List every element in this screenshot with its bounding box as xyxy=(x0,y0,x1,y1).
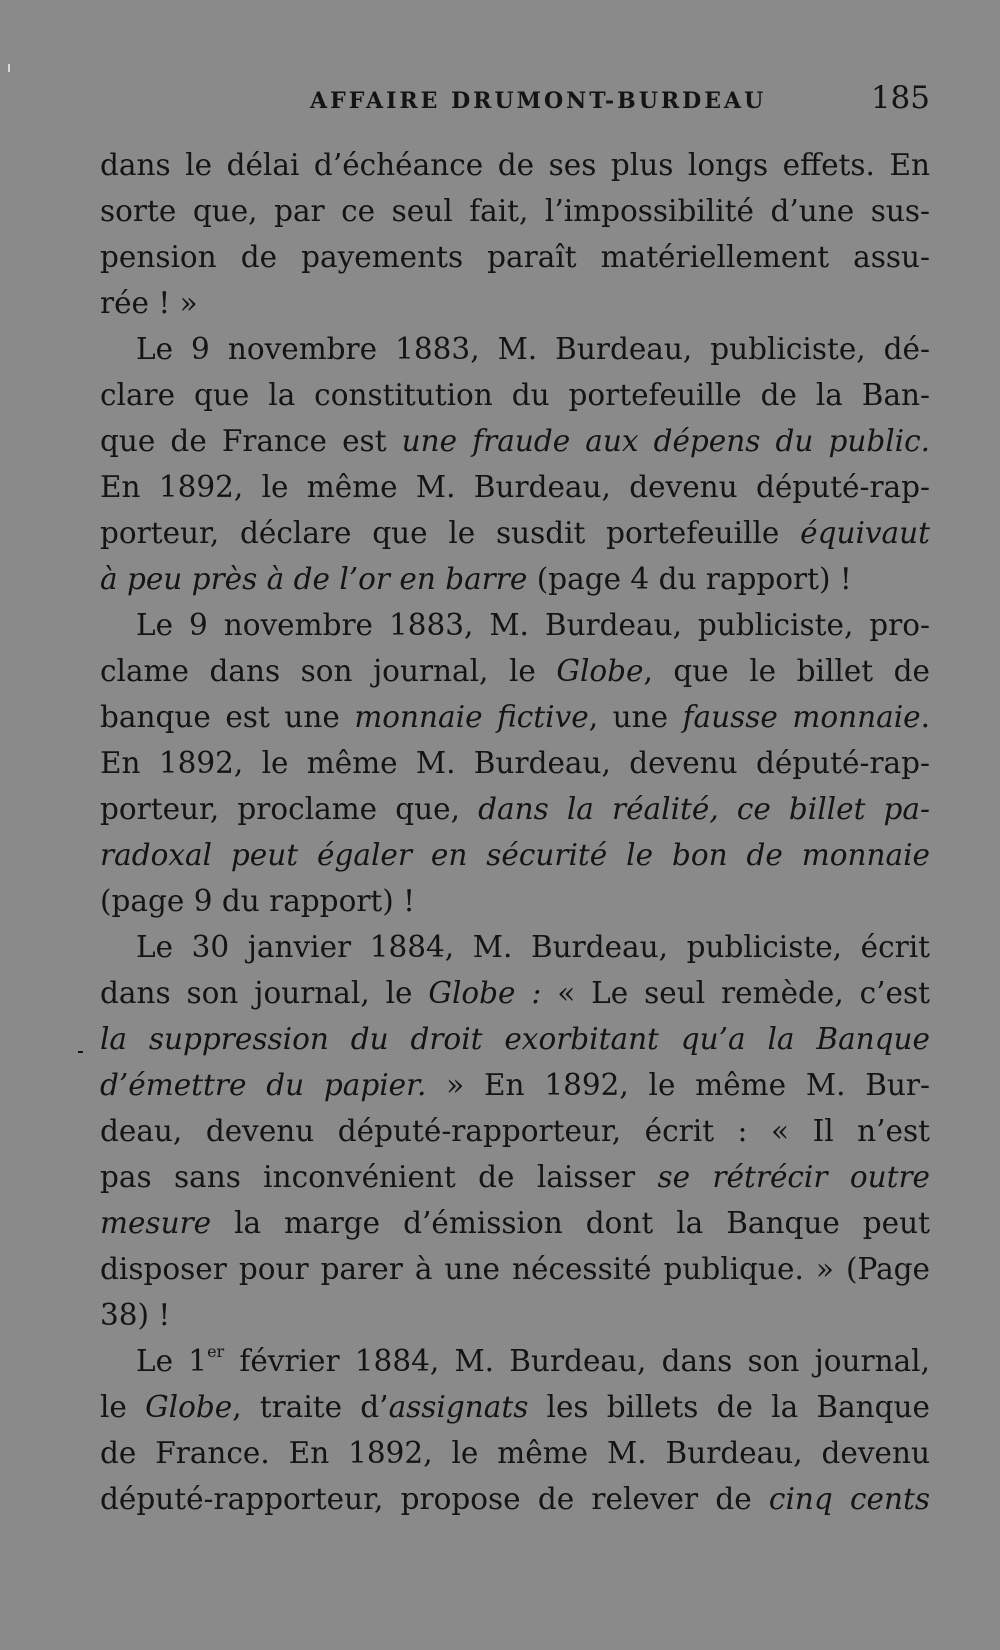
text-line: (page 9 du rapport) ! xyxy=(100,884,416,918)
text-line: porteur, déclare que le susdit portefeuille équivaut xyxy=(100,516,930,550)
text-line: Le 9 novembre 1883, M. Burdeau, publiciste, dé- xyxy=(136,332,930,366)
text-line: dans son journal, le Globe : « Le seul remède, c’est xyxy=(100,976,930,1010)
text-line: d’émettre du papier. » En 1892, le même M. Bur- xyxy=(100,1068,931,1102)
text-line: de France. En 1892, le même M. Burdeau, devenu xyxy=(100,1436,930,1470)
text-line: Le 9 novembre 1883, M. Burdeau, publiciste, pro- xyxy=(136,608,930,642)
text-line: pension de payements paraît matériellement assu- xyxy=(100,240,930,274)
text-line: banque est une monnaie fictive, une fausse monnaie. xyxy=(100,700,930,734)
text-line: clame dans son journal, le Globe, que le billet de xyxy=(100,654,931,688)
text-line: sorte que, par ce seul fait, l’impossibilité d’une sus- xyxy=(100,194,930,228)
text-line: rée ! » xyxy=(100,286,198,320)
text-line: à peu près à de l’or en barre (page 4 du rapport) ! xyxy=(100,562,852,596)
scan-speck xyxy=(78,1051,83,1053)
text-line: radoxal peut égaler en sécurité le bon de monnaie xyxy=(100,838,930,872)
running-head: AFFAIRE DRUMONT-BURDEAU xyxy=(310,88,767,114)
text-line: En 1892, le même M. Burdeau, devenu député-rap- xyxy=(100,746,930,780)
scan-speck xyxy=(8,64,10,72)
text-line: dans le délai d’échéance de ses plus longs effets. En xyxy=(100,148,930,182)
text-line: que de France est une fraude aux dépens du public. xyxy=(100,424,930,458)
page-number: 185 xyxy=(870,80,930,116)
text-line: mesure la marge d’émission dont la Banque peut xyxy=(100,1206,930,1240)
text-line: pas sans inconvénient de laisser se rétrécir outre xyxy=(100,1160,930,1194)
text-line: disposer pour parer à une nécessité publique. » (Page xyxy=(100,1252,930,1286)
text-line: Le 1er février 1884, M. Burdeau, dans son journal, xyxy=(136,1342,930,1378)
superscript: er xyxy=(207,1342,225,1361)
text-line: clare que la constitution du portefeuille de la Ban- xyxy=(100,378,930,412)
text-line: deau, devenu député-rapporteur, écrit : « Il n’est xyxy=(100,1114,930,1148)
text-line: En 1892, le même M. Burdeau, devenu député-rap- xyxy=(100,470,930,504)
text-line: le Globe, traite d’assignats les billets de la Banque xyxy=(100,1390,930,1424)
text-line: Le 30 janvier 1884, M. Burdeau, publiciste, écrit xyxy=(136,930,930,964)
text-line: 38) ! xyxy=(100,1298,171,1332)
text-line: la suppression du droit exorbitant qu’a la Banque xyxy=(100,1022,930,1056)
text-line: porteur, proclame que, dans la réalité, ce billet pa- xyxy=(100,792,930,826)
page-header xyxy=(100,80,930,120)
text-line: député-rapporteur, propose de relever de cinq cents xyxy=(100,1482,930,1516)
page-body xyxy=(100,142,930,1522)
